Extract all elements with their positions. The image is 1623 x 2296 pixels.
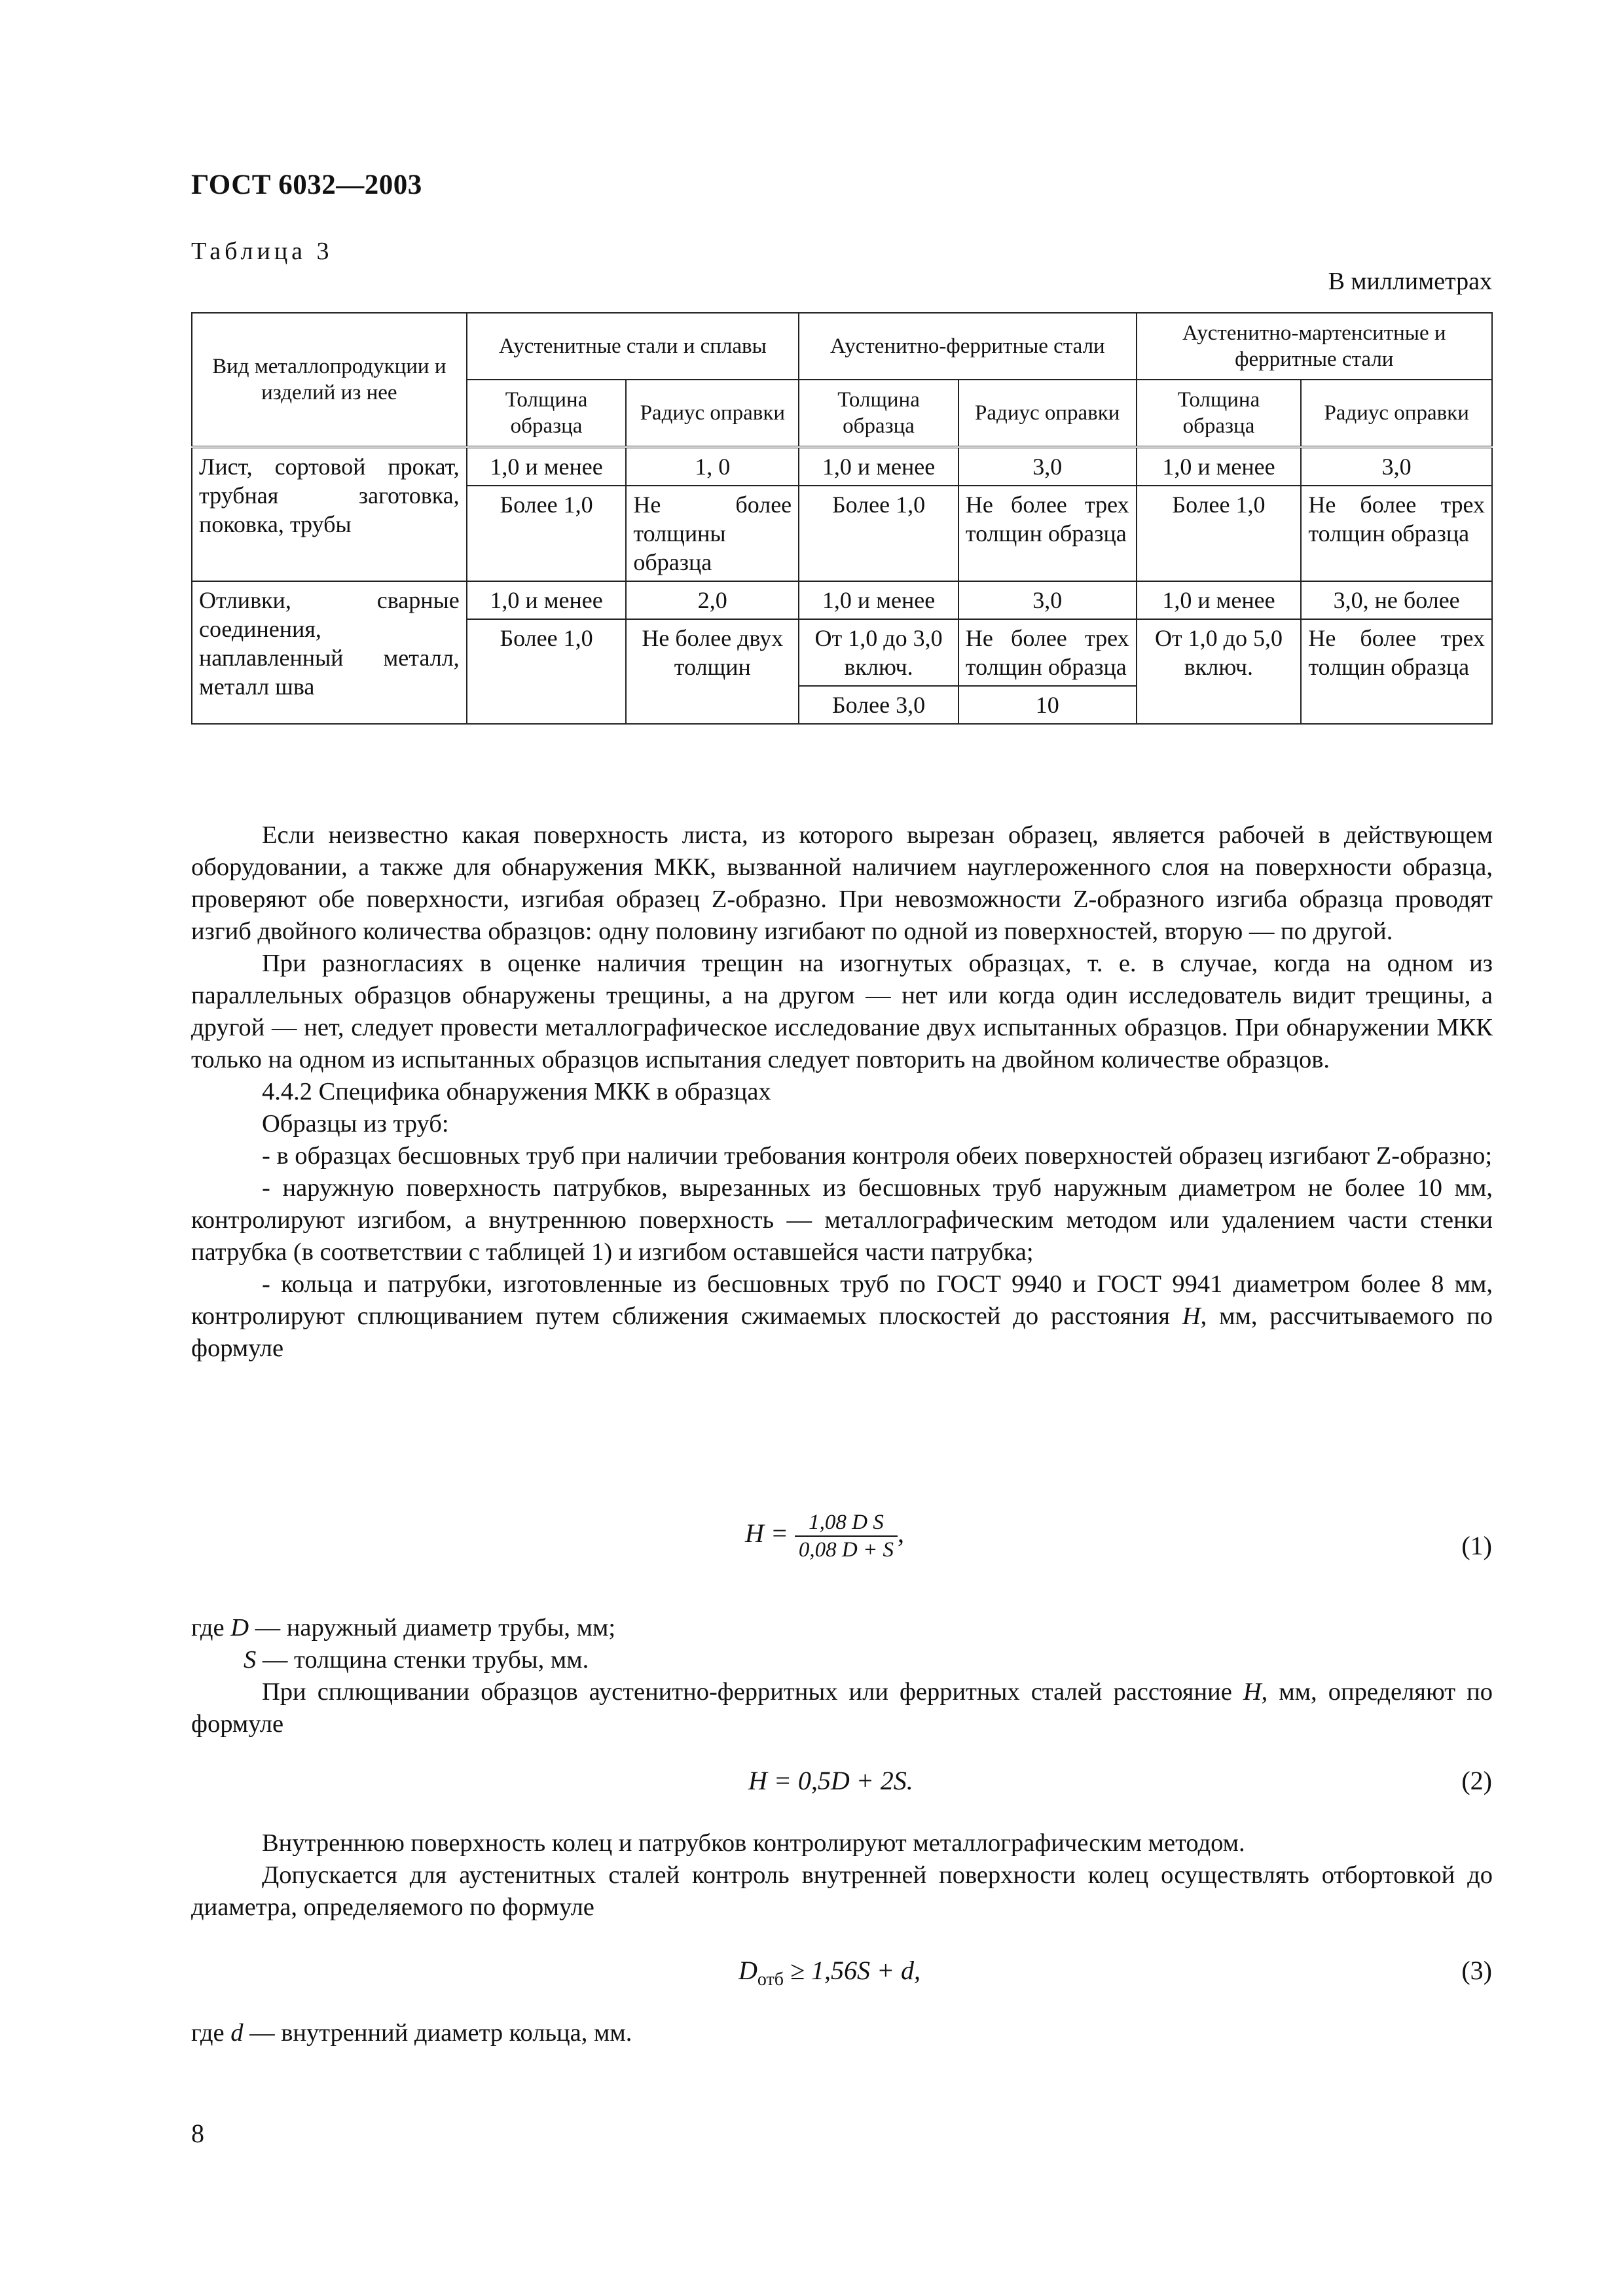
- table-cell: Более 1,0: [1137, 486, 1302, 581]
- paragraph: Внутреннюю поверхность колец и патрубков контролируют металлографическим методом.: [262, 1829, 1245, 1857]
- table-cell: Более 1,0: [467, 619, 627, 724]
- table-cell: Не более трех толщин образца: [1301, 486, 1492, 581]
- product-cell: Отливки, сварные соединения, наплавленный металл, металл шва: [192, 581, 467, 724]
- subheader-radius: Радиус оправки: [1301, 380, 1492, 447]
- equation-number-2: (2): [1461, 1766, 1492, 1795]
- table-cell: 3,0: [958, 581, 1137, 619]
- table-cell: 3,0: [958, 447, 1137, 486]
- table-cell: 2,0: [626, 581, 799, 619]
- formula-1-lhs: H =: [745, 1518, 788, 1549]
- table-caption: Таблица 3: [191, 238, 333, 265]
- where-line: где D — наружный диаметр трубы, мм;: [191, 1614, 616, 1641]
- table-cell: Не более двух толщин: [626, 619, 799, 724]
- section-heading: 4.4.2 Специфика обнаружения МКК в образцах: [262, 1078, 771, 1105]
- table-cell: 1,0 и менее: [467, 447, 627, 486]
- table-cell: 1,0 и менее: [799, 447, 958, 486]
- formula-1-numerator: 1,08 D S: [795, 1509, 898, 1537]
- header-group-austenitic: Аустенитные стали и сплавы: [467, 313, 799, 380]
- paragraph: При сплющивании образцов аустенитно-ферритных или ферритных сталей расстояние H, мм, определяют по формуле: [191, 1678, 1493, 1738]
- subheader-radius: Радиус оправки: [958, 380, 1137, 447]
- table-cell: 1,0 и менее: [467, 581, 627, 619]
- header-group-austenitic-ferritic: Аустенитно-ферритные стали: [799, 313, 1136, 380]
- paragraph: При разногласиях в оценке наличия трещин на изогнутых образцах, т. е. в случае, когда на одном из параллельных образцов обнаружены трещины, а на другом — нет или когда один исследователь видит трещины, а другой — нет, следует провести металлографическое исследование двух испытанных образцов. При обнаружении МКК только на одном из испытанных образцов испытания следует повторить на двойном количестве образцов.: [191, 950, 1493, 1073]
- paragraph: Образцы из труб:: [262, 1110, 449, 1138]
- table-cell: От 1,0 до 5,0 включ.: [1137, 619, 1302, 724]
- header-group-martensitic-ferritic: Аустенитно-мартенситные и ферритные стали: [1137, 313, 1492, 380]
- table-cell: 3,0: [1301, 447, 1492, 486]
- body-section-4: [191, 2017, 1493, 2049]
- equation-number-1: (1): [1461, 1531, 1492, 1560]
- table-cell: 10: [958, 686, 1137, 724]
- body-section-1: [191, 819, 1493, 1365]
- table-cell: Не более трех толщин образца: [958, 619, 1137, 686]
- subheader-thickness: Толщина образца: [799, 380, 958, 447]
- list-item: - кольца и патрубки, изготовленные из бесшовных труб по ГОСТ 9940 и ГОСТ 9941 диаметром более 8 мм, контролируют сплющиванием путем сближения сжимаемых плоскостей до расстояния H, мм, рассчитываемого по формуле: [191, 1270, 1493, 1362]
- subheader-thickness: Толщина образца: [467, 380, 627, 447]
- table-cell: 3,0, не более: [1301, 581, 1492, 619]
- where-line: S — толщина стенки трубы, мм.: [244, 1646, 589, 1674]
- formula-2: H = 0,5D + 2S.: [748, 1766, 913, 1795]
- table-cell: Более 3,0: [799, 686, 958, 724]
- product-cell: Лист, сортовой прокат, трубная заготовка, поковка, трубы: [192, 447, 467, 581]
- table-3: [191, 312, 1493, 725]
- paragraph: Допускается для аустенитных сталей контроль внутренней поверхности колец осуществлять отбортовкой до диаметра, определяемого по формуле: [191, 1861, 1493, 1921]
- table-header-row: [192, 313, 1492, 380]
- list-item: - наружную поверхность патрубков, вырезанных из бесшовных труб наружным диаметром не более 10 мм, контролируют изгибом, а внутреннюю поверхность — металлографическим методом или удалением части стенки патрубка (в соответствии с таблицей 1) и изгибом оставшейся части патрубка;: [191, 1174, 1493, 1266]
- header-product: Вид металлопродукции и изделий из нее: [192, 313, 467, 447]
- formula-1-fraction: [795, 1509, 898, 1563]
- table-row: [192, 581, 1492, 619]
- subheader-thickness: Толщина образца: [1137, 380, 1302, 447]
- page-number: 8: [191, 2119, 204, 2148]
- table-cell: 1, 0: [626, 447, 799, 486]
- table-cell: Не более трех толщин образца: [958, 486, 1137, 581]
- variable-H: H: [1182, 1302, 1201, 1330]
- formula-1: H = $\frac{\text{1,08 D S}}{0,08 D + S}$ ,: [745, 1511, 904, 1562]
- formula-3: $D_{отб} \ge 1,56S + d$,: [739, 1956, 921, 1990]
- formula-1-denominator: 0,08 D + S: [798, 1538, 894, 1562]
- table-units: В миллиметрах: [1328, 268, 1492, 295]
- table-row: [192, 447, 1492, 486]
- equation-number-3: (3): [1461, 1956, 1492, 1985]
- document-title: ГОСТ 6032—2003: [191, 170, 422, 200]
- table-cell: Не более трех толщин образца: [1301, 619, 1492, 724]
- table-cell: 1,0 и менее: [1137, 447, 1302, 486]
- table-cell: Не более толщины образца: [626, 486, 799, 581]
- table-cell: Более 1,0: [799, 486, 958, 581]
- paragraph: Если неизвестно какая поверхность листа, из которого вырезан образец, является рабочей в действующем оборудовании, а также для обнаружения МКК, вызванной наличием науглероженного слоя на поверхности образца, проверяют обе поверхности, изгибая образец Z-образно. При невозможности Z-образного изгиба образца проводят изгиб двойного количества образцов: одну половину изгибают по одной из поверхностей, вторую — по другой.: [191, 821, 1493, 945]
- body-section-3: [191, 1827, 1493, 1924]
- table-cell: От 1,0 до 3,0 включ.: [799, 619, 958, 686]
- table-cell: 1,0 и менее: [799, 581, 958, 619]
- subheader-radius: Радиус оправки: [626, 380, 799, 447]
- body-section-2: [191, 1612, 1493, 1740]
- where-line: где d — внутренний диаметр кольца, мм.: [191, 2019, 632, 2047]
- table-cell: 1,0 и менее: [1137, 581, 1302, 619]
- table-cell: Более 1,0: [467, 486, 627, 581]
- list-item: - в образцах бесшовных труб при наличии требования контроля обеих поверхностей образец изгибают Z-образно;: [262, 1142, 1493, 1170]
